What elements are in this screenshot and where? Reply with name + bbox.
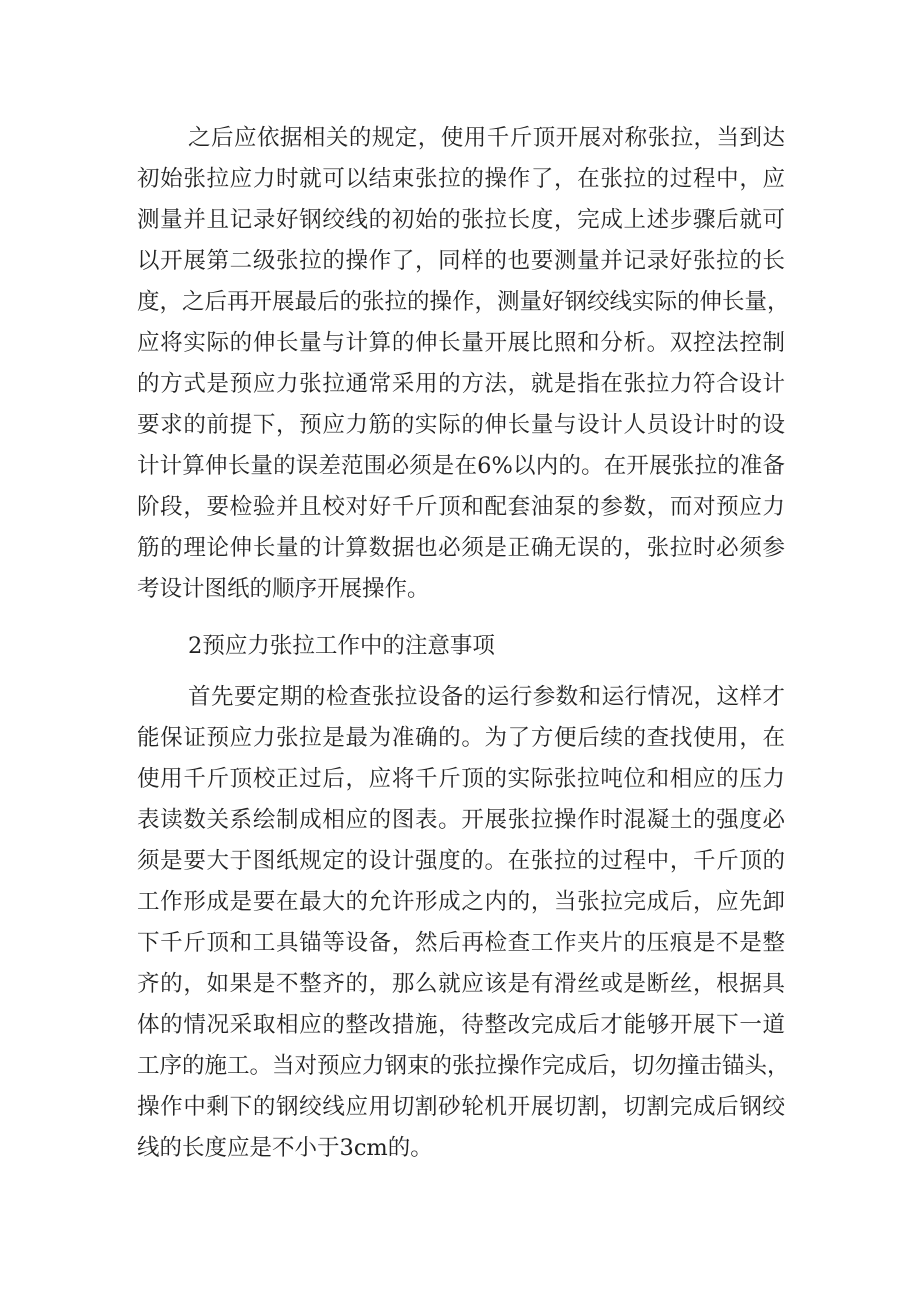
paragraph-2-line: 表读数关系绘制成相应的图表。开展张拉操作时混凝土的强度必 (137, 807, 785, 833)
paragraph-2-line: 下千斤顶和工具锚等设备，然后再检查工作夹片的压痕是不是整 (137, 930, 785, 956)
paragraph-1-line: 初始张拉应力时就可以结束张拉的操作了，在张拉的过程中，应 (137, 166, 785, 192)
paragraph-2-line: 体的情况采取相应的整改措施，待整改完成后才能够开展下一道 (137, 1012, 785, 1038)
paragraph-2-line: 线的长度应是不小于3cm的。 (137, 1135, 433, 1161)
paragraph-1-line: 筋的理论伸长量的计算数据也必须是正确无误的，张拉时必须参 (137, 535, 785, 561)
paragraph-2-line: 工序的施工。当对预应力钢束的张拉操作完成后，切勿撞击锚头， (137, 1053, 790, 1079)
paragraph-1-line: 计计算伸长量的误差范围必须是在6%以内的。在开展张拉的准备 (137, 453, 785, 479)
paragraph-2-line: 操作中剩下的钢绞线应用切割砂轮机开展切割，切割完成后钢绞 (137, 1094, 785, 1120)
paragraph-2-line: 齐的，如果是不整齐的，那么就应该是有滑丝或是断丝，根据具 (137, 971, 785, 997)
section-heading: 2预应力张拉工作中的注意事项 (188, 633, 495, 659)
paragraph-1-line: 之后应依据相关的规定，使用千斤顶开展对称张拉，当到达 (188, 125, 785, 151)
paragraph-1-line: 以开展第二级张拉的操作了，同样的也要测量并记录好张拉的长 (137, 248, 785, 274)
paragraph-1-line: 度，之后再开展最后的张拉的操作，测量好钢绞线实际的伸长量， (137, 289, 790, 315)
paragraph-2-line: 工作形成是要在最大的允许形成之内的，当张拉完成后，应先卸 (137, 889, 785, 915)
paragraph-2-line: 须是要大于图纸规定的设计强度的。在张拉的过程中，千斤顶的 (137, 848, 785, 874)
paragraph-2-line: 能保证预应力张拉是最为准确的。为了方便后续的查找使用，在 (137, 725, 785, 751)
paragraph-2-line: 使用千斤顶校正过后，应将千斤顶的实际张拉吨位和相应的压力 (137, 766, 785, 792)
paragraph-1-line: 阶段，要检验并且校对好千斤顶和配套油泵的参数，而对预应力 (137, 494, 785, 520)
paragraph-1-line: 应将实际的伸长量与计算的伸长量开展比照和分析。双控法控制 (137, 330, 785, 356)
paragraph-1-line: 要求的前提下，预应力筋的实际的伸长量与设计人员设计时的设 (137, 412, 785, 438)
paragraph-1-line: 考设计图纸的顺序开展操作。 (137, 576, 430, 602)
paragraph-1-line: 的方式是预应力张拉通常采用的方法，就是指在张拉力符合设计 (137, 371, 785, 397)
paragraph-1-line: 测量并且记录好钢绞线的初始的张拉长度，完成上述步骤后就可 (137, 207, 785, 233)
paragraph-2-line: 首先要定期的检查张拉设备的运行参数和运行情况，这样才 (188, 684, 785, 710)
